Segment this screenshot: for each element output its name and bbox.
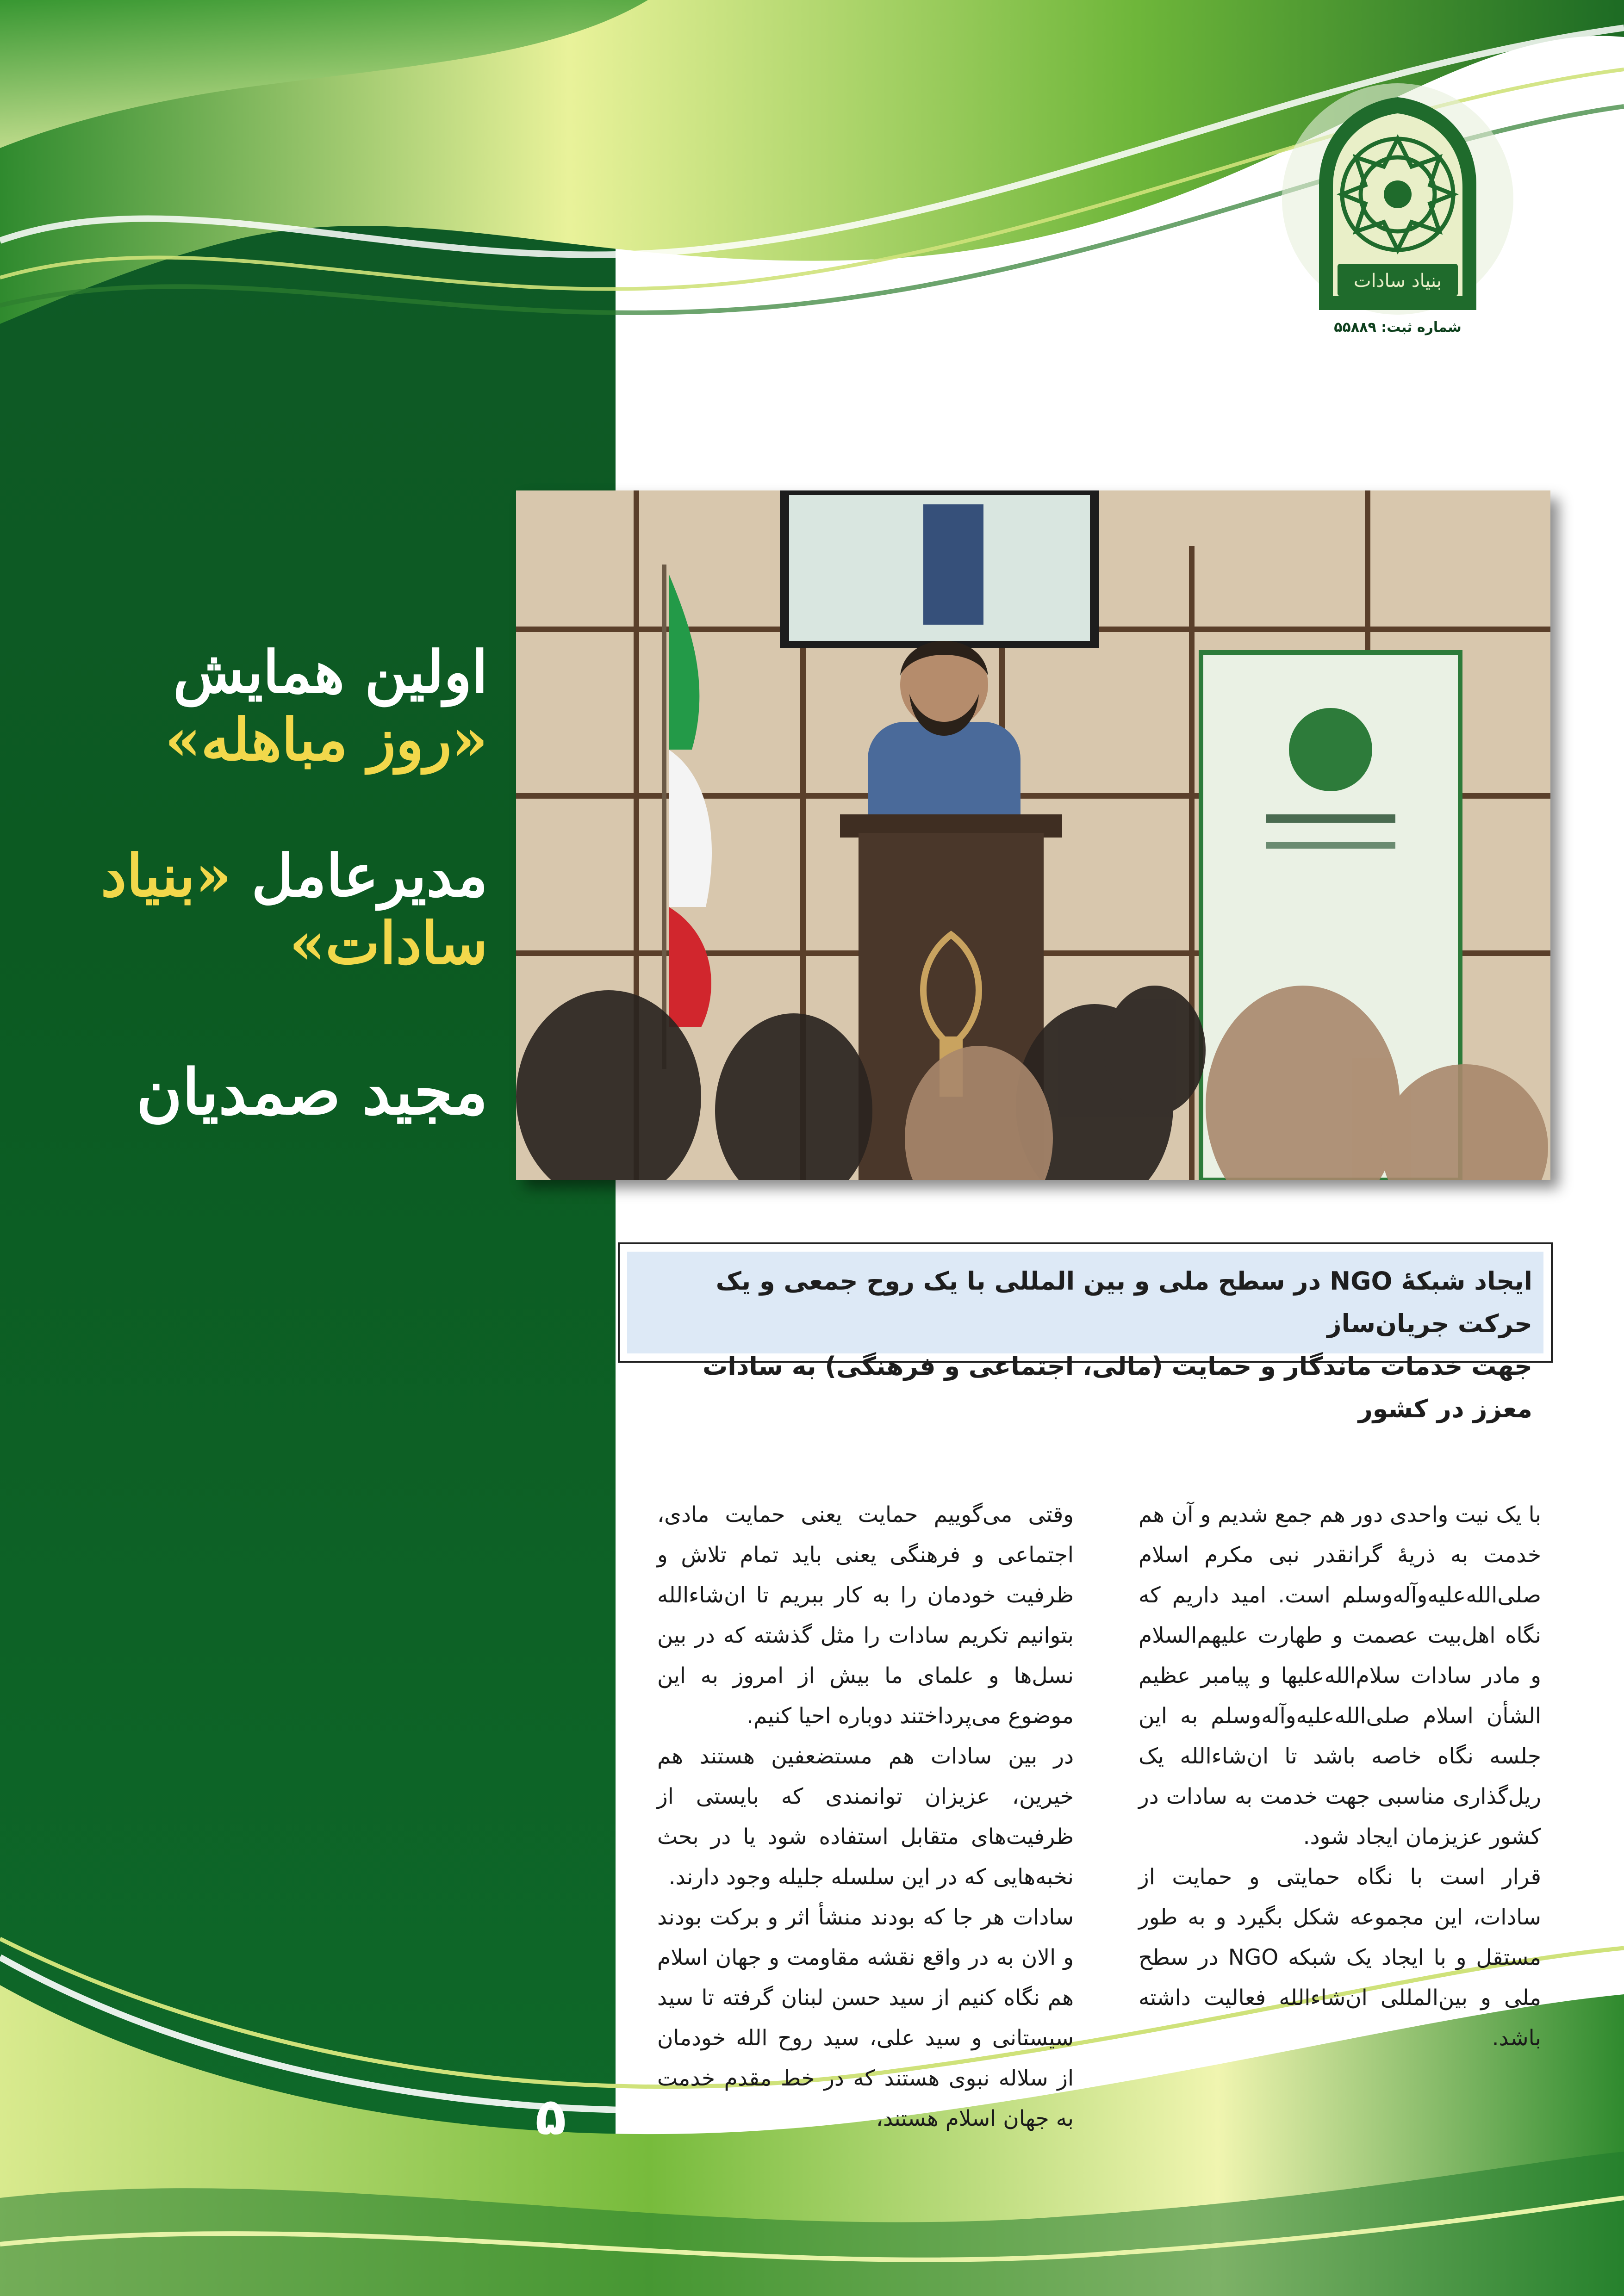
paragraph: در بین سادات هم مستضعفین هستند هم خیرین، عزیزان توانمندی که بایستی از ظرفیت‌های متقابل استفاده شود یا در بحث نخبه‌هایی که در این سلسله جلیله وجود دارند.	[657, 1744, 1074, 1890]
title-line-2	[71, 842, 488, 977]
event-photo	[516, 490, 1550, 1180]
paragraph: قرار است با نگاه حمایتی و حمایت از سادات، این مجموعه شکل بگیرد و به طور مستقل و با ایجاد یک شبکه NGO در سطح ملی و بین‌المللی ان‌شاءالله فعالیت داشته باشد.	[1139, 1864, 1541, 2051]
title-line-1-gold: «روز مباهله»	[165, 706, 488, 774]
author-name: مجید صمدیان	[136, 1055, 488, 1129]
logo-lettering: بنیاد سادات	[1353, 270, 1442, 292]
headline-line-1: ایجاد شبکهٔ NGO در سطح ملی و بین المللی با یک روح جمعی و یک حرکت جریان‌ساز	[716, 1266, 1532, 1338]
page-number: ۵	[535, 2087, 566, 2146]
paragraph: با یک نیت واحدی دور هم جمع شدیم و آن هم خدمت به ذریهٔ گرانقدر نبی مکرم اسلام صلی‌الله‌علیه‌وآله‌وسلم است. امید داریم که نگاه اهل‌بیت عصمت و طهارت علیهم‌السلام و مادر سادات سلام‌الله‌علیها و پیامبر عظیم الشأن اسلام صلی‌الله‌علیه‌وآله‌وسلم به این جلسه نگاه خاصه باشد تا ان‌شاءالله یک ریل‌گذاری مناسبی جهت خدمت به سادات در کشور عزیزمان ایجاد شود.	[1138, 1502, 1541, 1849]
bonyad-sadat-logo	[1268, 79, 1527, 338]
title-line-1	[71, 639, 488, 774]
body-column-left	[657, 1495, 1074, 2139]
body-column-right	[1139, 1495, 1541, 2058]
registration-number: شماره ثبت: ۵۵۸۸۹	[1334, 319, 1462, 335]
speaker-at-podium-illustration	[516, 490, 1550, 1180]
paragraph: وقتی می‌گوییم حمایت یعنی حمایت مادی، اجتماعی و فرهنگی یعنی باید تمام تلاش و ظرفیت خودمان را به کار ببریم تا ان‌شاءالله بتوانیم تکریم سادات را مثل گذشته که در بین نسل‌ها و علمای ما بیش از امروز به این موضوع می‌پرداختند دوباره احیا کنیم.	[657, 1502, 1074, 1729]
headline-inner	[627, 1252, 1543, 1423]
title-line-2-gold: «بنیاد سادات»	[100, 842, 488, 977]
title-line-1-white: اولین همایش	[173, 639, 488, 706]
headline-line-2: جهت خدمات ماندگار و حمایت (مالی، اجتماعی و فرهنگی) به سادات معزز در کشور	[702, 1352, 1532, 1423]
headline-box	[618, 1242, 1553, 1423]
title-line-2-white: مدیرعامل	[251, 842, 488, 910]
paragraph: سادات هر جا که بودند منشأ اثر و برکت بودند و الان به در واقع نقشه مقاومت و جهان اسلام هم نگاه کنیم از سید حسن لبنان گرفته تا سید سیستانی و سید علی، سید روح الله خودمان از سلاله نبوی هستند که در خط مقدم خدمت به جهان اسلام هستند،	[657, 1905, 1074, 2131]
